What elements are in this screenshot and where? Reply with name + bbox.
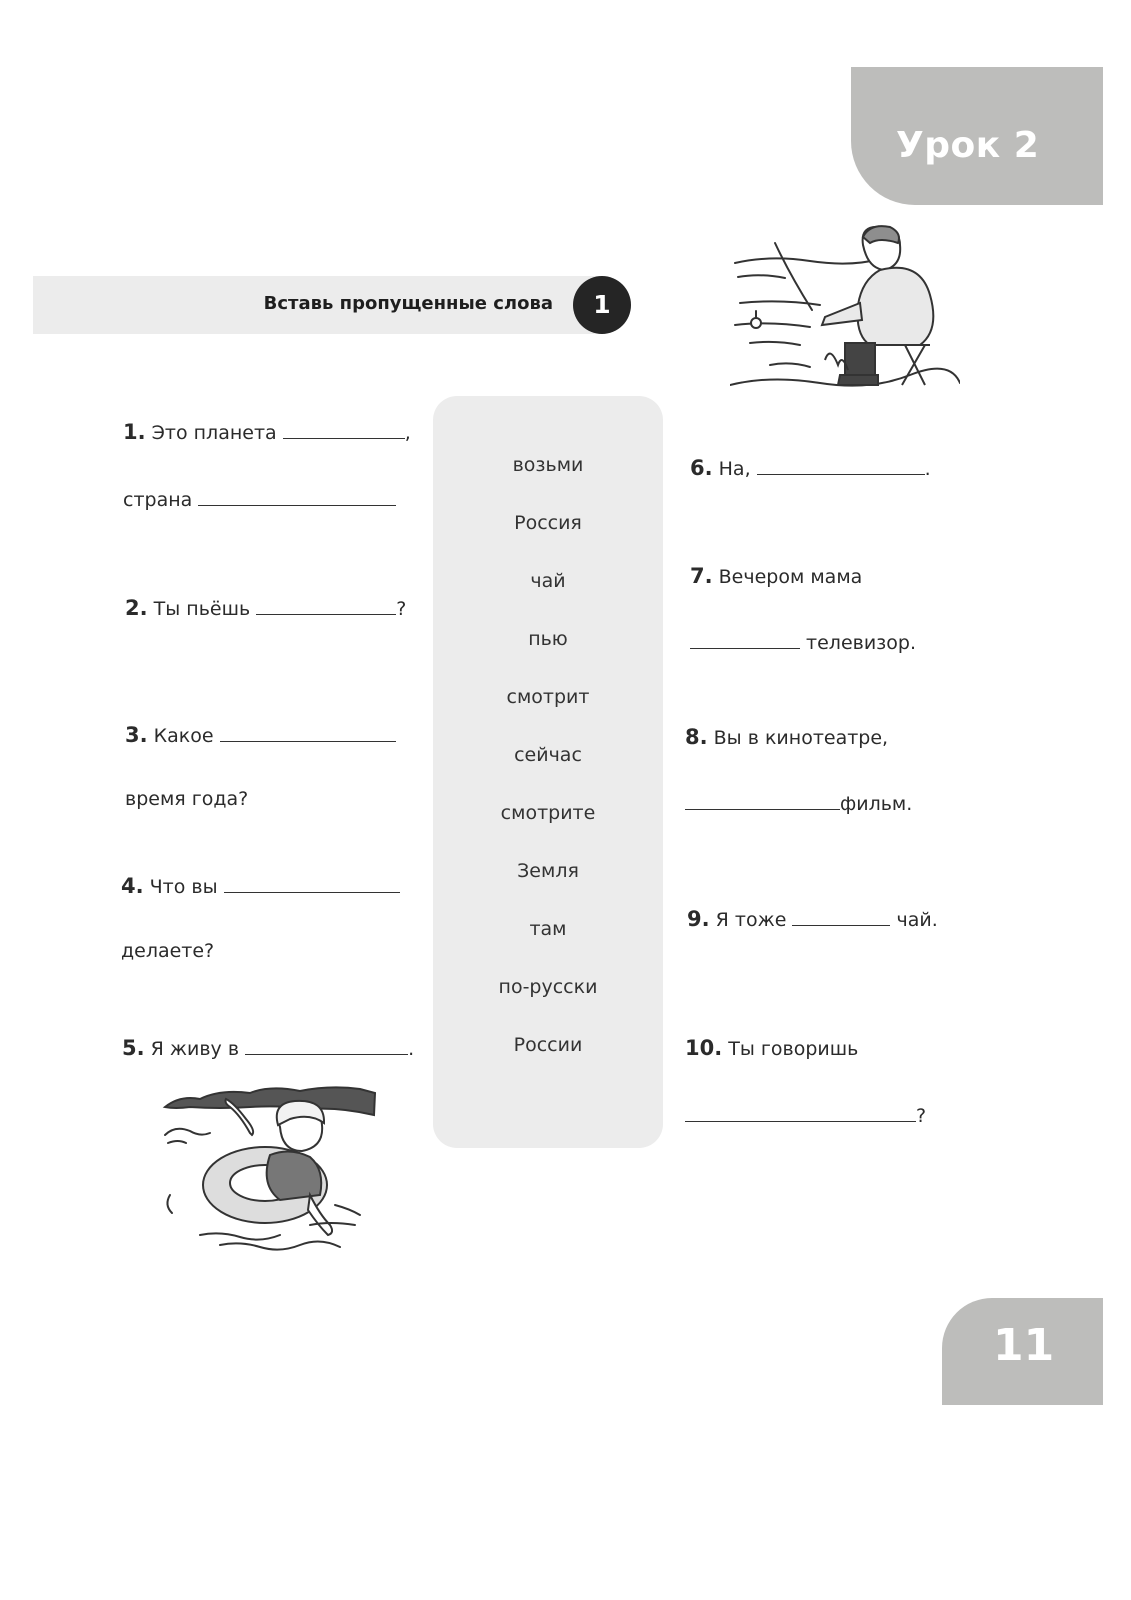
exercise-number: 8. [685, 725, 708, 749]
exercise-4-line-b: делаете? [121, 940, 215, 962]
exercise-number: 5. [122, 1036, 145, 1060]
answer-blank[interactable] [224, 874, 400, 893]
answer-blank[interactable] [685, 1103, 916, 1122]
exercise-number: 7. [690, 564, 713, 588]
answer-blank[interactable] [198, 487, 396, 506]
exercise-7-line-b: телевизор. [690, 630, 916, 654]
word-bank [433, 396, 663, 1148]
exercise-number: 1. [123, 420, 146, 444]
page-number-tab [942, 1298, 1103, 1405]
word-bank-item: Россия [514, 512, 582, 534]
word-bank-item: там [529, 918, 567, 940]
exercise-number: 9. [687, 907, 710, 931]
answer-blank[interactable] [245, 1036, 408, 1055]
exercise-9-line-a: 9. Я тоже чай. [687, 907, 938, 931]
exercise-7-line-a: 7. Вечером мама [690, 564, 863, 588]
exercise-number: 10. [685, 1036, 723, 1060]
word-bank-item: возьми [512, 454, 584, 476]
answer-blank[interactable] [283, 420, 405, 439]
task-number-badge: 1 [573, 276, 631, 334]
exercise-10-line-a: 10. Ты говоришь [685, 1036, 859, 1060]
exercise-6-line-a: 6. На, . [690, 456, 931, 480]
fisherman-illustration [730, 225, 960, 405]
swimming-girl-illustration [160, 1085, 382, 1270]
exercise-8-line-b: фильм. [685, 791, 912, 815]
exercise-5-line-a: 5. Я живу в . [122, 1036, 415, 1060]
lesson-label: Урок 2 [896, 125, 1040, 166]
answer-blank[interactable] [690, 630, 800, 649]
exercise-number: 6. [690, 456, 713, 480]
exercise-number: 3. [125, 723, 148, 747]
page-number: 11 [993, 1320, 1055, 1371]
exercise-2-line-a: 2. Ты пьёшь ? [125, 596, 407, 620]
answer-blank[interactable] [220, 723, 396, 742]
answer-blank[interactable] [256, 596, 396, 615]
word-bank-item: России [513, 1034, 583, 1056]
word-bank-item: смотрите [500, 802, 596, 824]
exercise-number: 2. [125, 596, 148, 620]
exercise-number: 4. [121, 874, 144, 898]
lesson-tab [851, 67, 1103, 205]
task-header [33, 276, 603, 334]
exercise-10-line-b: ? [685, 1103, 926, 1127]
exercise-4-line-a: 4. Что вы [121, 874, 400, 898]
task-title: Вставь пропущенные слова [263, 293, 553, 314]
exercise-3-line-b: время года? [125, 788, 249, 810]
answer-blank[interactable] [757, 456, 925, 475]
answer-blank[interactable] [792, 907, 890, 926]
exercise-1-line-a: 1. Это планета , [123, 420, 411, 444]
word-bank-item: смотрит [506, 686, 590, 708]
word-bank-item: сейчас [514, 744, 582, 766]
exercise-3-line-a: 3. Какое [125, 723, 396, 747]
word-bank-item: чай [530, 570, 566, 592]
word-bank-item: пью [528, 628, 568, 650]
exercise-1-line-b: страна [123, 487, 396, 511]
exercise-8-line-a: 8. Вы в кинотеатре, [685, 725, 889, 749]
word-bank-item: по-русски [498, 976, 598, 998]
word-bank-item: Земля [517, 860, 579, 882]
answer-blank[interactable] [685, 791, 840, 810]
